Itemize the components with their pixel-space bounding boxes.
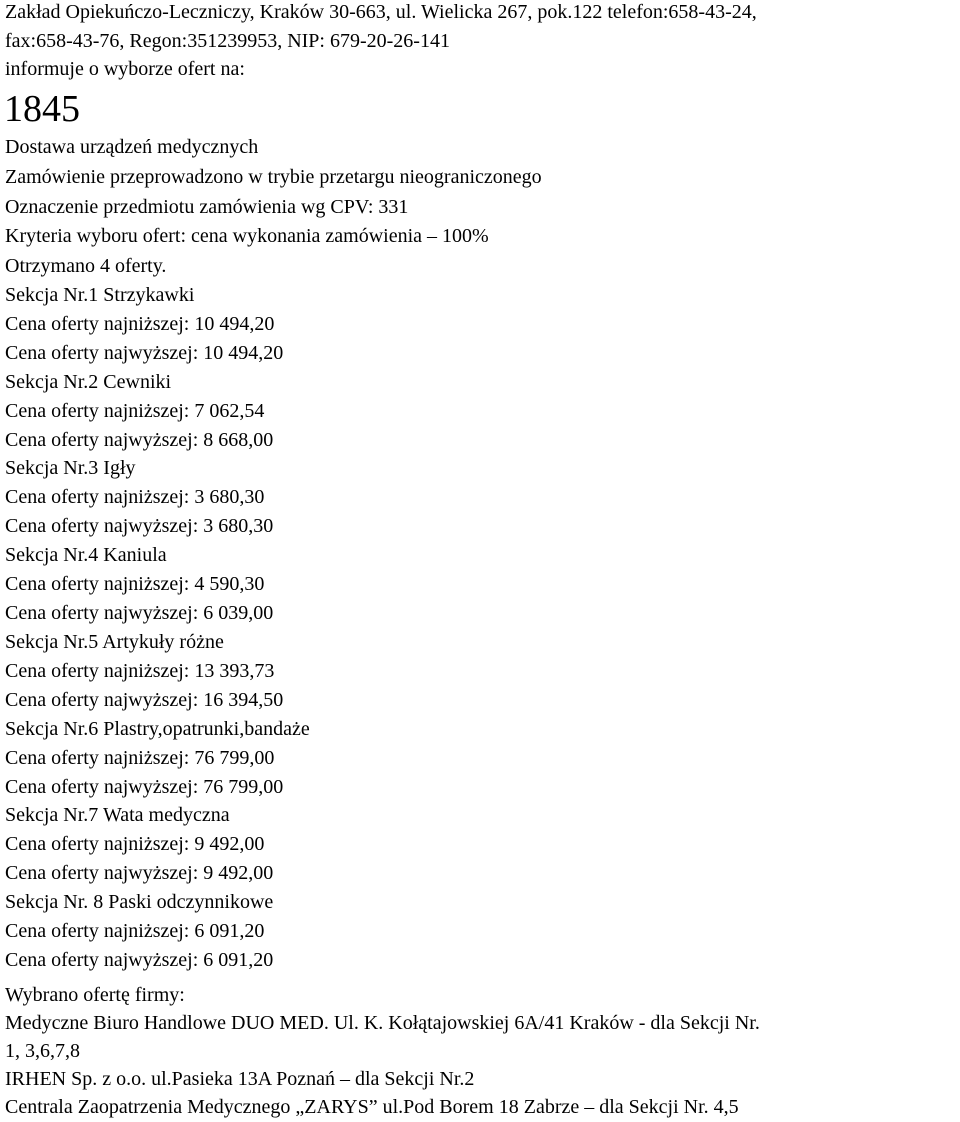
section-lowest-price: Cena oferty najniższej: 10 494,20 <box>5 313 275 335</box>
section-title: Sekcja Nr.2 Cewniki <box>5 371 172 393</box>
section-lowest-price: Cena oferty najniższej: 7 062,54 <box>5 400 265 422</box>
tender-criteria: Kryteria wyboru ofert: cena wykonania zamówienia – 100% <box>5 225 489 247</box>
offers-received: Otrzymano 4 oferty. <box>5 255 167 277</box>
section-lowest-price: Cena oferty najniższej: 9 492,00 <box>5 833 265 855</box>
section-lowest-price: Cena oferty najniższej: 76 799,00 <box>5 747 275 769</box>
section-title: Sekcja Nr.7 Wata medyczna <box>5 804 230 826</box>
tender-cpv: Oznaczenie przedmiotu zamówienia wg CPV: 331 <box>5 196 409 218</box>
winner-3: Centrala Zaopatrzenia Medycznego „ZARYS” ul.Pod Borem 18 Zabrze – dla Sekcji Nr. 4,5 <box>5 1096 739 1118</box>
section-title: Sekcja Nr.4 Kaniula <box>5 544 167 566</box>
section-title: Sekcja Nr.5 Artykuły różne <box>5 631 224 653</box>
winner-1-line-1: Medyczne Biuro Handlowe DUO MED. Ul. K. Kołątajowskiej 6A/41 Kraków - dla Sekcji Nr. <box>5 1012 760 1034</box>
section-highest-price: Cena oferty najwyższej: 76 799,00 <box>5 776 284 798</box>
tender-mode: Zamówienie przeprowadzono w trybie przetargu nieograniczonego <box>5 166 542 188</box>
section-title: Sekcja Nr. 8 Paski odczynnikowe <box>5 891 274 913</box>
selection-label: Wybrano ofertę firmy: <box>5 984 185 1006</box>
section-title: Sekcja Nr.3 Igły <box>5 457 136 479</box>
tender-subject: Dostawa urządzeń medycznych <box>5 136 259 158</box>
section-highest-price: Cena oferty najwyższej: 9 492,00 <box>5 862 274 884</box>
section-highest-price: Cena oferty najwyższej: 16 394,50 <box>5 689 284 711</box>
section-highest-price: Cena oferty najwyższej: 6 039,00 <box>5 602 274 624</box>
tender-number: 1845 <box>4 88 80 130</box>
winner-1-line-2: 1, 3,6,7,8 <box>5 1040 80 1062</box>
section-title: Sekcja Nr.6 Plastry,opatrunki,bandaże <box>5 718 310 740</box>
section-lowest-price: Cena oferty najniższej: 4 590,30 <box>5 573 265 595</box>
section-title: Sekcja Nr.1 Strzykawki <box>5 284 195 306</box>
winner-2: IRHEN Sp. z o.o. ul.Pasieka 13A Poznań – dla Sekcji Nr.2 <box>5 1068 475 1090</box>
section-lowest-price: Cena oferty najniższej: 3 680,30 <box>5 486 265 508</box>
section-highest-price: Cena oferty najwyższej: 6 091,20 <box>5 949 274 971</box>
header-line-1: Zakład Opiekuńczo-Leczniczy, Kraków 30-663, ul. Wielicka 267, pok.122 telefon:658-43-24, <box>5 1 757 23</box>
section-highest-price: Cena oferty najwyższej: 3 680,30 <box>5 515 274 537</box>
section-highest-price: Cena oferty najwyższej: 10 494,20 <box>5 342 284 364</box>
section-lowest-price: Cena oferty najniższej: 6 091,20 <box>5 920 265 942</box>
section-highest-price: Cena oferty najwyższej: 8 668,00 <box>5 429 274 451</box>
header-line-2: fax:658-43-76, Regon:351239953, NIP: 679-20-26-141 <box>5 30 450 52</box>
header-line-3: informuje o wyborze ofert na: <box>5 58 245 80</box>
section-lowest-price: Cena oferty najniższej: 13 393,73 <box>5 660 275 682</box>
